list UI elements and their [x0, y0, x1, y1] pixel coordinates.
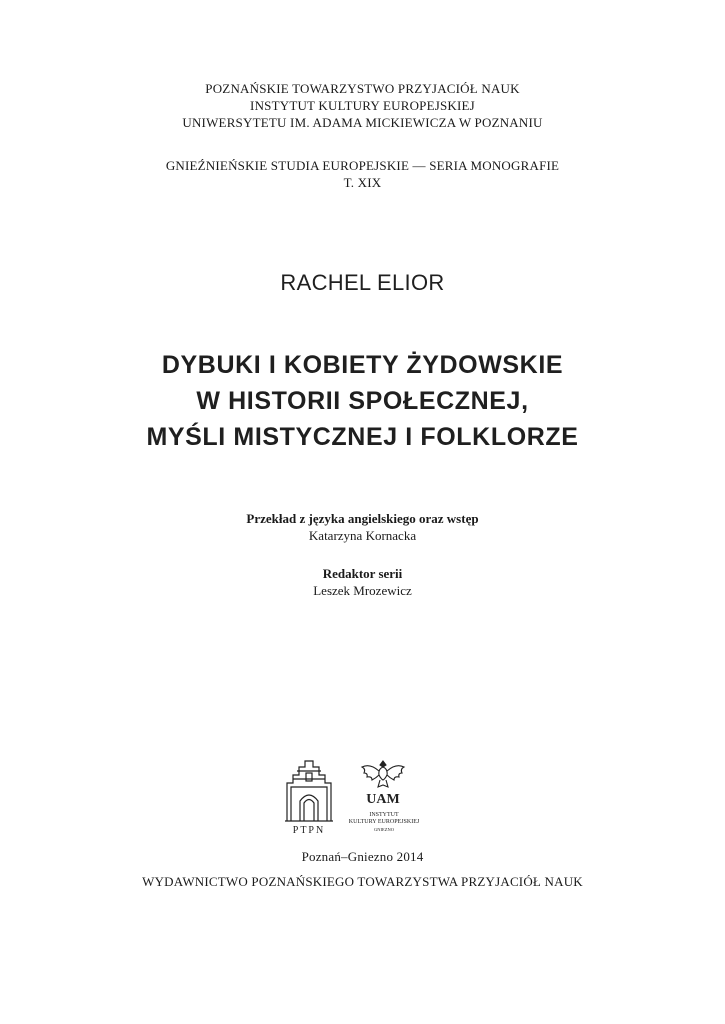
- series-volume: T. XIX: [343, 175, 382, 190]
- uam-eagle-logo-icon: [358, 757, 408, 813]
- header-line-2: INSTYTUT KULTURY EUROPEJSKIEJ: [250, 98, 475, 113]
- publisher-name: WYDAWNICTWO POZNAŃSKIEGO TOWARZYSTWA PRZYJACIÓŁ NAUK: [142, 874, 583, 889]
- series-name: GNIEŹNIEŃSKIE STUDIA EUROPEJSKIE — SERIA MONOGRAFIE: [165, 158, 560, 173]
- title-line-1: DYBUKI I KOBIETY ŻYDOWSKIE: [161, 351, 564, 379]
- series-info: [0, 157, 725, 191]
- editor-name: Leszek Mrozewicz: [313, 583, 412, 598]
- translation-label: Przekład z języka angielskiego oraz wstęp: [246, 511, 479, 526]
- translator-name: Katarzyna Kornacka: [308, 528, 417, 543]
- ptpn-logo-icon: [283, 757, 335, 835]
- header-line-1: POZNAŃSKIE TOWARZYSTWO PRZYJACIÓŁ NAUK: [205, 81, 520, 96]
- editor-credit: [0, 565, 725, 599]
- place-year: Poznań–Gniezno 2014: [301, 849, 424, 864]
- title-line-2: W HISTORII SPOŁECZNEJ,: [196, 387, 529, 415]
- editor-label: Redaktor serii: [322, 566, 403, 581]
- institution-header: [0, 80, 725, 131]
- uam-caption-line-1: INSTYTUT: [369, 812, 399, 818]
- title-line-3: MYŚLI MISTYCZNEJ I FOLKLORZE: [146, 423, 579, 451]
- ptpn-letters: PTPN: [292, 825, 326, 835]
- imprint: [0, 848, 725, 890]
- uam-letters: UAM: [366, 792, 400, 807]
- header-line-3: UNIWERSYTETU IM. ADAMA MICKIEWICZA W POZNANIU: [182, 115, 543, 130]
- uam-caption-line-2: KULTURY EUROPEJSKIEJ: [348, 819, 420, 825]
- translation-credit: [0, 510, 725, 544]
- book-title: [0, 347, 725, 455]
- book-author: RACHEL ELIOR: [280, 270, 445, 295]
- uam-logo-caption: [345, 812, 423, 833]
- uam-caption-line-3: GNIEZNO: [374, 827, 394, 832]
